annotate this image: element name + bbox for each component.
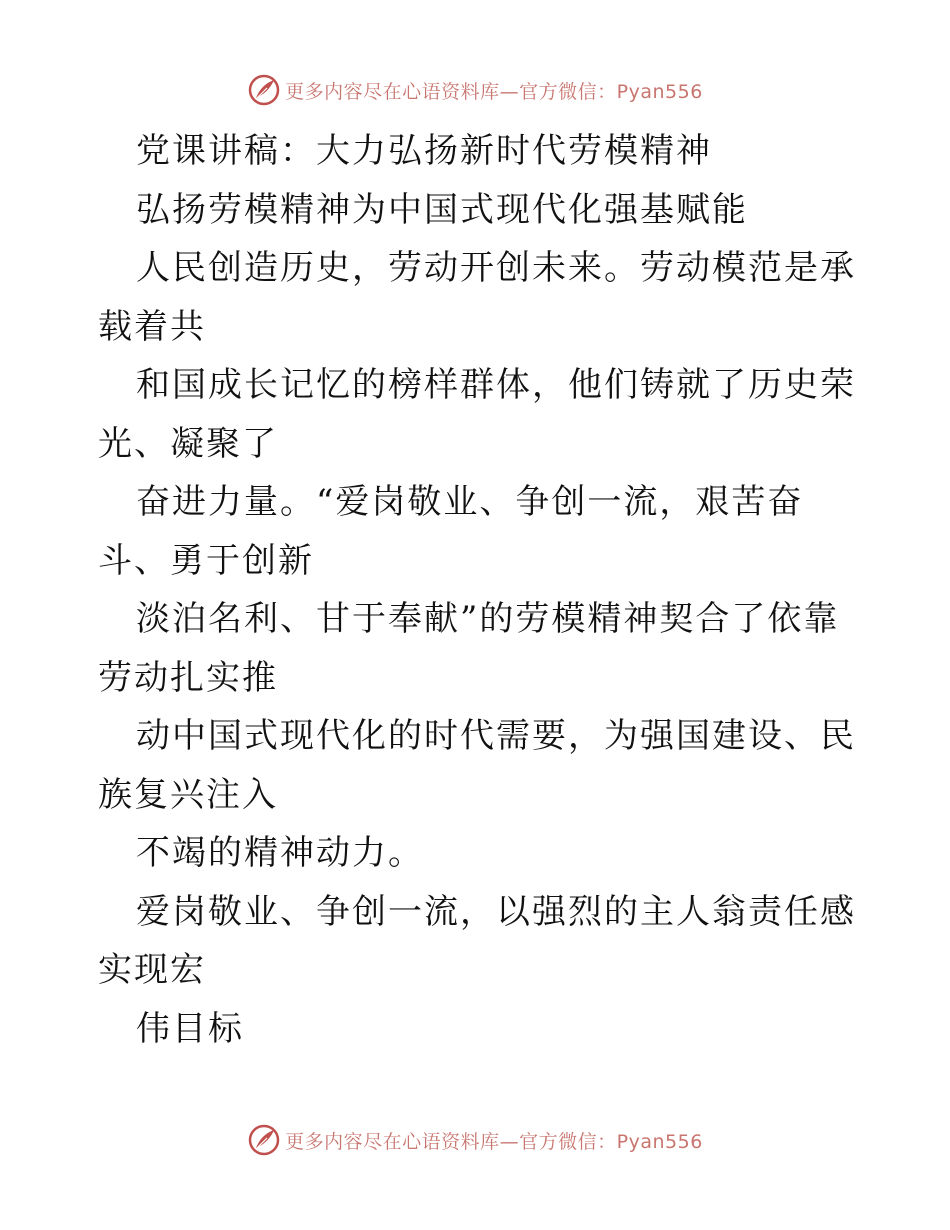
document-line: 党课讲稿：大力弘扬新时代劳模精神 [136,131,712,171]
header-watermark [0,70,950,110]
document-line: 弘扬劳模精神为中国式现代化强基赋能 [136,189,748,230]
document-line: 动中国式现代化的时代需要，为强国建设、民族复兴注入 [98,716,856,815]
document-line: 人民创造历史，劳动开创未来。劳动模范是承载着共 [98,248,856,347]
document-body [98,122,858,1058]
footer-watermark [0,1120,950,1160]
document-line: 伟目标 [136,1008,244,1049]
feather-seal-icon [247,1123,281,1157]
watermark-text: 更多内容尽在心语资料库—官方微信：Pyan556 [285,80,703,103]
feather-seal-icon [247,73,281,107]
document-line: 奋进力量。“爱岗敬业、争创一流，艰苦奋斗、勇于创新 [98,482,804,581]
document-line: 不竭的精神动力。 [136,833,424,873]
document-line: 淡泊名利、甘于奉献”的劳模精神契合了依靠劳动扎实推 [98,599,840,698]
document-line: 和国成长记忆的榜样群体，他们铸就了历史荣光、凝聚了 [98,365,856,464]
watermark-text: 更多内容尽在心语资料库—官方微信：Pyan556 [285,1130,703,1153]
document-line: 爱岗敬业、争创一流，以强烈的主人翁责任感实现宏 [98,891,856,990]
